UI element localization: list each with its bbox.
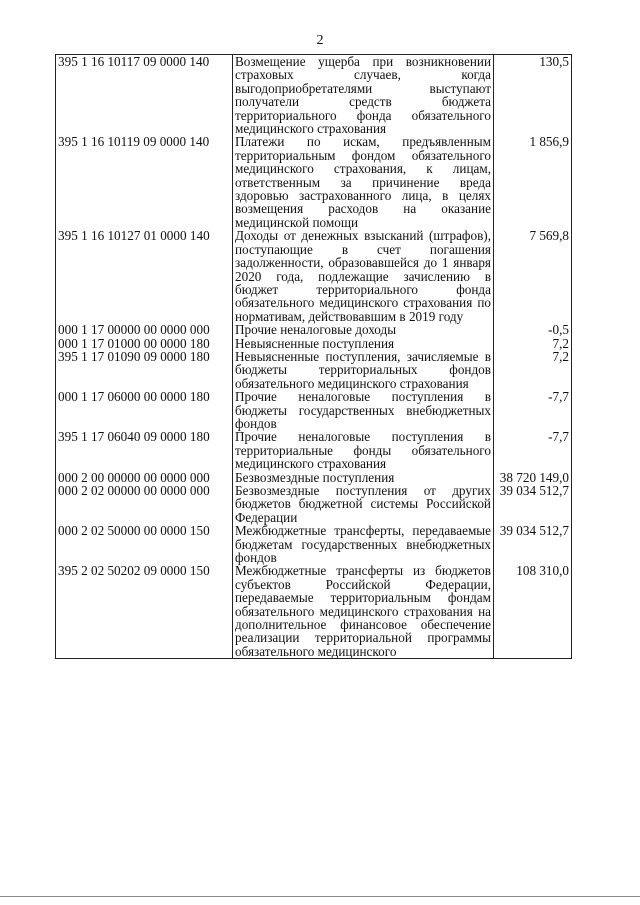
item-amount: 1 856,9 [494,135,572,229]
budget-table [55,54,572,659]
item-name: Межбюджетные трансферты, передаваемые бюджетам государственных внебюджетных фондов [233,524,494,564]
item-name: Межбюджетные трансферты из бюджетов субъектов Российской Федерации, передаваемые территориальным фондам обязательного медицинского страхования на дополнительное финансовое обеспечение реализации территориальной программы обязательного медицинского [233,564,494,658]
budget-code: 000 2 02 50000 00 0000 150 [56,524,233,564]
table-row [56,484,572,524]
budget-code: 000 1 17 00000 00 0000 000 [56,323,233,336]
item-amount: 38 720 149,0 [494,471,572,484]
budget-code: 395 1 17 06040 09 0000 180 [56,430,233,470]
item-amount: -0,5 [494,323,572,336]
budget-code: 000 2 00 00000 00 0000 000 [56,471,233,484]
item-amount: 108 310,0 [494,564,572,658]
item-name: Возмещение ущерба при возникновении страховых случаев, когда выгодоприобретателями выступают получатели средств бюджета территориального фонда обязательного медицинского страхования [233,55,494,136]
table-row [56,430,572,470]
budget-code: 395 1 16 10117 09 0000 140 [56,55,233,136]
table-row [56,337,572,350]
item-name: Доходы от денежных взысканий (штрафов), поступающие в счет погашения задолженности, образовавшейся до 1 января 2020 года, подлежащие зачислению в бюджет территориального фонда обязательного медицинского страхования по нормативам, действовавшим в 2019 году [233,229,494,323]
table-row [56,471,572,484]
item-name: Прочие неналоговые поступления в территориальные фонды обязательного медицинского страхования [233,430,494,470]
item-amount: 39 034 512,7 [494,484,572,524]
table-row [56,350,572,390]
table-row [56,390,572,430]
item-amount: 7,2 [494,350,572,390]
budget-code: 000 1 17 01000 00 0000 180 [56,337,233,350]
item-name: Прочие неналоговые доходы [233,323,494,336]
item-name: Безвозмездные поступления от других бюджетов бюджетной системы Российской Федерации [233,484,494,524]
budget-code: 000 2 02 00000 00 0000 000 [56,484,233,524]
item-amount: 39 034 512,7 [494,524,572,564]
budget-code: 395 1 16 10119 09 0000 140 [56,135,233,229]
item-name: Невыясненные поступления [233,337,494,350]
item-name: Безвозмездные поступления [233,471,494,484]
item-amount: 7 569,8 [494,229,572,323]
page-number: 2 [316,33,324,48]
item-name: Прочие неналоговые поступления в бюджеты государственных внебюджетных фондов [233,390,494,430]
table-row [56,135,572,229]
budget-code: 000 1 17 06000 00 0000 180 [56,390,233,430]
budget-code: 395 1 16 10127 01 0000 140 [56,229,233,323]
item-name: Платежи по искам, предъявленным территориальным фондом обязательного медицинского страхования, к лицам, ответственным за причинение вреда здоровью застрахованного лица, в целях возмещения расходов на оказание медицинской помощи [233,135,494,229]
budget-code: 395 2 02 50202 09 0000 150 [56,564,233,658]
item-amount: -7,7 [494,390,572,430]
table-row [56,524,572,564]
budget-code: 395 1 17 01090 09 0000 180 [56,350,233,390]
item-amount: 130,5 [494,55,572,136]
page-bottom-divider [0,896,640,897]
item-amount: -7,7 [494,430,572,470]
table-row [56,229,572,323]
table-row [56,323,572,336]
table-row [56,55,572,136]
item-amount: 7,2 [494,337,572,350]
item-name: Невыясненные поступления, зачисляемые в бюджеты территориальных фондов обязательного медицинского страхования [233,350,494,390]
table-row [56,564,572,658]
budget-table-body [56,55,572,659]
